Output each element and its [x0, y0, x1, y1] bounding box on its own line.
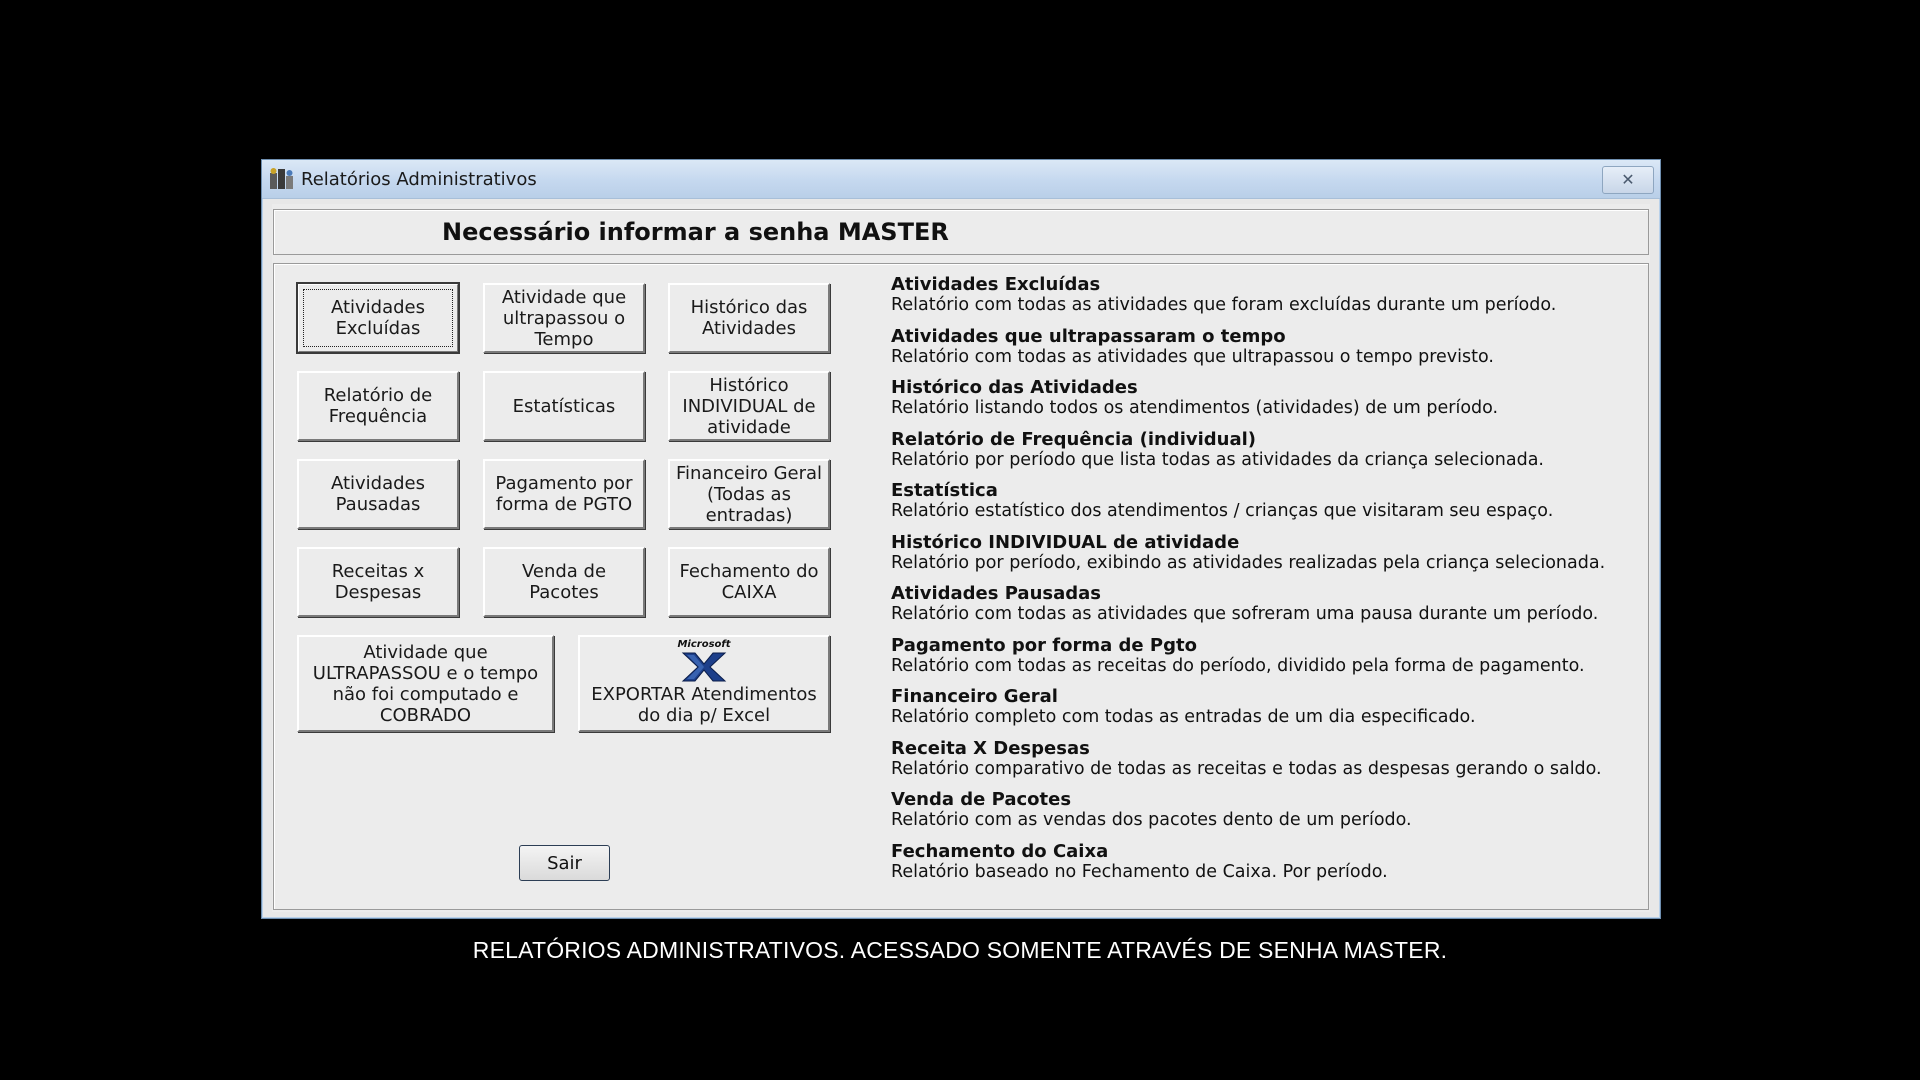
description-title: Relatório de Frequência (individual) [891, 428, 1257, 450]
venda-pacotes-button[interactable]: Venda de Pacotes [483, 547, 645, 617]
description-item [891, 429, 1651, 481]
description-title: Receita X Despesas [891, 737, 1090, 759]
description-title: Atividades que ultrapassaram o tempo [891, 325, 1286, 347]
description-item [891, 532, 1651, 584]
description-item [891, 841, 1651, 893]
header-panel [273, 209, 1649, 255]
description-text: Relatório completo com todas as entradas de um dia especificado. [891, 707, 1476, 727]
description-title: Histórico das Atividades [891, 377, 1138, 398]
historico-individual-button[interactable]: Histórico INDIVIDUAL de atividade [668, 371, 830, 441]
description-text: Relatório por período, exibindo as atividades realizadas pela criança selecionada. [891, 552, 1606, 573]
description-text: Relatório estatístico dos atendimentos / crianças que visitaram seu espaço. [891, 501, 1554, 521]
description-title: Estatística [891, 480, 998, 501]
excel-logo [677, 639, 730, 684]
app-icon [269, 167, 295, 191]
description-item [891, 377, 1651, 429]
historico-atividades-button[interactable]: Histórico das Atividades [668, 283, 830, 353]
description-item [891, 686, 1651, 738]
atividade-ultrapassou-button[interactable]: Atividade que ultrapassou o Tempo [483, 283, 645, 353]
description-title: Atividades Pausadas [891, 583, 1101, 604]
description-text: Relatório comparativo de todas as receitas e todas as despesas gerando o saldo. [891, 758, 1602, 779]
description-text: Relatório com as vendas dos pacotes dento de um período. [891, 810, 1412, 830]
relatorio-frequencia-button[interactable]: Relatório de Frequência [297, 371, 459, 441]
window-title: Relatórios Administrativos [301, 169, 537, 190]
window-client-area [272, 204, 1650, 912]
title-bar[interactable] [262, 160, 1660, 199]
report-descriptions [891, 274, 1651, 892]
description-text: Relatório com todas as atividades que foram excluídas durante um período. [891, 295, 1557, 315]
excel-icon [679, 650, 729, 684]
description-title: Venda de Pacotes [891, 789, 1072, 810]
description-item [891, 583, 1651, 635]
receitas-despesas-button[interactable]: Receitas x Despesas [297, 547, 459, 617]
description-item [891, 480, 1651, 532]
close-icon: ✕ [1621, 170, 1635, 189]
description-item [891, 635, 1651, 687]
password-required-heading: Necessário informar a senha MASTER [442, 218, 949, 246]
microsoft-logo-text: Microsoft [677, 639, 731, 650]
relatorios-window [261, 159, 1661, 919]
description-text: Relatório com todas as atividades que sofreram uma pausa durante um período. [891, 604, 1599, 624]
description-item [891, 274, 1651, 326]
description-title: Atividades Excluídas [891, 274, 1101, 295]
reports-panel [273, 263, 1649, 910]
description-item [891, 326, 1651, 378]
financeiro-geral-button[interactable]: Financeiro Geral (Todas as entradas) [668, 459, 830, 529]
fechamento-caixa-button[interactable]: Fechamento do CAIXA [668, 547, 830, 617]
atividade-cobrado-button[interactable]: Atividade que ULTRAPASSOU e o tempo não foi computado e COBRADO [297, 635, 554, 732]
screenshot-caption: RELATÓRIOS ADMINISTRATIVOS. ACESSADO SOMENTE ATRAVÉS DE SENHA MASTER. [472, 937, 1448, 963]
sair-button[interactable]: Sair [519, 845, 610, 881]
description-text: Relatório com todas as receitas do período, dividido pela forma de pagamento. [891, 655, 1585, 676]
description-item [891, 738, 1651, 790]
description-title: Fechamento do Caixa [891, 840, 1109, 862]
description-title: Histórico INDIVIDUAL de atividade [891, 531, 1240, 553]
description-text: Relatório por período que lista todas as atividades da criança selecionada. [891, 449, 1544, 470]
description-text: Relatório listando todos os atendimentos (atividades) de um período. [891, 398, 1499, 418]
description-title: Financeiro Geral [891, 686, 1058, 707]
atividades-pausadas-button[interactable]: Atividades Pausadas [297, 459, 459, 529]
exportar-excel-label: EXPORTAR Atendimentos do dia p/ Excel [591, 684, 817, 726]
description-title: Pagamento por forma de Pgto [891, 634, 1197, 656]
atividades-excluidas-button[interactable]: Atividades Excluídas [297, 283, 459, 353]
estatisticas-button[interactable]: Estatísticas [483, 371, 645, 441]
pagamento-forma-button[interactable]: Pagamento por forma de PGTO [483, 459, 645, 529]
description-text: Relatório com todas as atividades que ultrapassou o tempo previsto. [891, 346, 1494, 367]
description-text: Relatório baseado no Fechamento de Caixa. Por período. [891, 861, 1388, 882]
close-button[interactable] [1602, 166, 1654, 194]
description-item [891, 789, 1651, 841]
exportar-excel-button[interactable] [578, 635, 830, 732]
